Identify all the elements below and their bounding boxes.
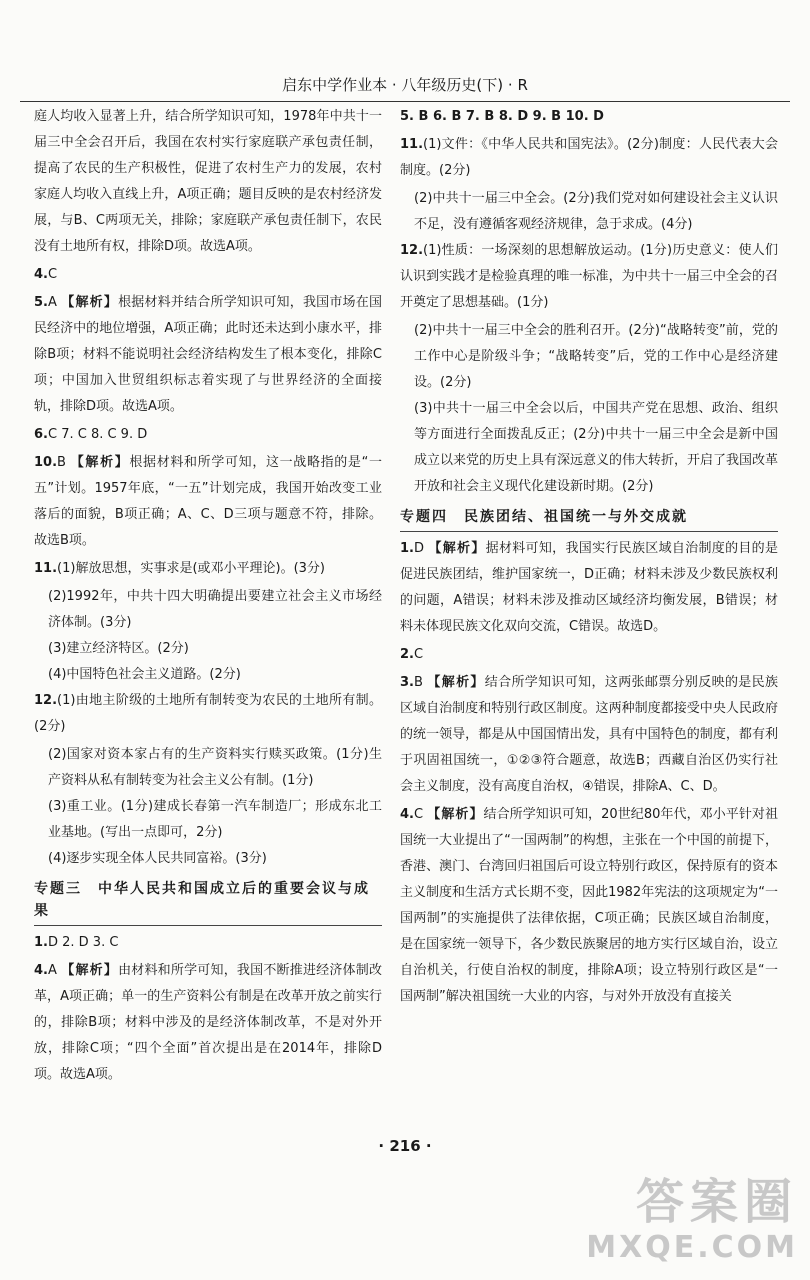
answer-10: [34, 450, 382, 554]
analysis-tag: 【解析】: [427, 675, 485, 690]
analysis-tag: 【解析】: [61, 963, 119, 978]
right-column: [400, 104, 778, 1124]
header-rule: [20, 101, 790, 102]
answer-11: [34, 556, 382, 582]
watermark-bottom: MXQE.COM: [586, 1230, 798, 1265]
answer-choice: C: [413, 807, 424, 822]
answer-1-3: [34, 930, 382, 956]
analysis-text: 据材料可知，我国实行民族区域自治制度的目的是促进民族团结，维护国家统一，D正确；材料未涉及少数民族权利的问题，A错误；材料未涉及推动区域经济均衡发展，B错误；材料未体现民族文化双向交流，C错误。故选D。: [400, 541, 778, 634]
answer-5-10: 5. B 6. B 7. B 8. D 9. B 10. D: [400, 109, 604, 124]
answer-choice: B: [57, 455, 66, 470]
analysis-text: 根据材料并结合所学知识可知，我国市场在国民经济中的地位增强，A项正确；此时还未达到小康水平，排除B项；材料不能说明社会经济结构发生了根本变化，排除C项；中国加入世贸组织标志着实现了与世界经济的全面接轨，排除D项。故选A项。: [34, 295, 382, 414]
answer-12: [400, 238, 778, 316]
analysis-tag: 【解析】: [428, 541, 486, 556]
answer-line: (3)重工业。(1分)建成长春第一汽车制造厂；形成东北工业基地。(写出一点即可，2分): [48, 799, 382, 840]
analysis-text: 结合所学知识可知，这两张邮票分别反映的是民族区域自治制度和特别行政区制度。这两种制度都接受中央人民政府的统一领导，都是从中国国情出发，具有中国特色的制度，都有利于巩固祖国统一，①②③符合题意，故选B；西藏自治区仍实行社会主义制度，没有高度自治权，④错误，排除A、C、D。: [400, 675, 778, 794]
answer-11: [400, 132, 778, 184]
answer-line: (1)由地主阶级的土地所有制转变为农民的土地所有制。(2分): [34, 693, 382, 734]
section-heading: 专题三 中华人民共和国成立后的重要会议与成果: [34, 878, 382, 926]
question-number: 6.: [34, 427, 48, 442]
question-number: 4.: [34, 267, 48, 282]
section-heading: 专题四 民族团结、祖国统一与外交成就: [400, 506, 778, 532]
answer-line: (2)中共十一届三中全会。(2分)我们党对如何建设社会主义认识不足，没有遵循客观经济规律，急于求成。(4分): [414, 191, 778, 232]
question-number: 11.: [400, 137, 424, 152]
question-number: 4.: [400, 807, 414, 822]
answer-text: C: [413, 647, 424, 662]
answer-line: (3)建立经济特区。(2分): [48, 641, 189, 656]
answer-continued: [34, 104, 382, 260]
answer-2: [400, 642, 778, 668]
analysis-tag: 【解析】: [61, 295, 119, 310]
question-number: 12.: [34, 693, 58, 708]
answer-line: (2)1992年，中共十四大明确提出要建立社会主义市场经济体制。(3分): [48, 589, 382, 630]
answer-6-9: [34, 422, 382, 448]
answer-line: (3)中共十一届三中全会以后，中国共产党在思想、政治、组织等方面进行全面拨乱反正；(2分)中共十一届三中全会是新中国成立以来党的历史上具有深远意义的伟大转折，开启了我国改革开放和社会主义现代化建设新时期。(2分): [414, 401, 778, 494]
page-number: · 216 ·: [378, 1137, 432, 1155]
answer-3: [400, 670, 778, 800]
question-number: 1.: [400, 541, 414, 556]
answer-line: (1)性质：一场深刻的思想解放运动。(1分)历史意义：使人们认识到实践才是检验真理的唯一标准，为中共十一届三中全会的召开奠定了思想基础。(1分): [400, 243, 778, 310]
question-number: 2.: [400, 647, 414, 662]
answer-line: (2)国家对资本家占有的生产资料实行赎买政策。(1分)生产资料从私有制转变为社会主义公有制。(1分): [48, 747, 382, 788]
answer-5: [34, 290, 382, 420]
answer-4: [34, 262, 382, 288]
page-header: [20, 70, 790, 100]
answer-line: (4)中国特色社会主义道路。(2分): [48, 667, 241, 682]
answer-1: [400, 536, 778, 640]
analysis-text: 结合所学知识可知，20世纪80年代，邓小平针对祖国统一大业提出了“一国两制”的构想，主张在一个中国的前提下，香港、澳门、台湾回归祖国后可设立特别行政区，保持原有的资本主义制度和生活方式长期不变，因此1982年宪法的这项规定为“一国两制”的实施提供了法律依据，C项正确；民族区域自治制度，是在国家统一领导下，各少数民族聚居的地方实行区域自治，设立自治机关，行使自治权的制度，排除A项；设立特别行政区是“一国两制”解决祖国统一大业的内容，与对外开放没有直接关: [400, 807, 778, 1004]
answer-4: [34, 958, 382, 1088]
answer-text: C 7. C 8. C 9. D: [47, 427, 148, 442]
answer-text: C: [47, 267, 58, 282]
answer-choice: B: [413, 675, 423, 690]
answer-text: D 2. D 3. C: [47, 935, 119, 950]
answer-line: (1)文件：《中华人民共和国宪法》。(2分)制度：人民代表大会制度。(2分): [400, 137, 778, 178]
watermark-top: 答案圈: [635, 1174, 798, 1230]
analysis-tag: 【解析】: [70, 455, 130, 470]
answer-4: [400, 802, 778, 1010]
question-number: 3.: [400, 675, 414, 690]
question-number: 11.: [34, 561, 58, 576]
analysis-text: 由材料和所学可知，我国不断推进经济体制改革，A项正确；单一的生产资料公有制是在改革开放之前实行的，排除B项；材料中涉及的是经济体制改革，不是对外开放，排除C项；“四个全面”首次提出是在2014年，排除D项。故选A项。: [34, 963, 382, 1082]
question-number: 10.: [34, 455, 58, 470]
question-number: 5.: [34, 295, 48, 310]
watermark-logo: [568, 1174, 798, 1274]
analysis-text: 根据材料和所学可知，这一战略指的是“一五”计划。1957年底，“一五”计划完成，我国开始改变工业落后的面貌，B项正确；A、C、D三项与题意不符，排除。故选B项。: [34, 455, 382, 548]
answer-choice: A: [47, 963, 57, 978]
question-number: 4.: [34, 963, 48, 978]
answer-choice: D: [413, 541, 424, 556]
answer-line: (2)中共十一届三中全会的胜利召开。(2分)“战略转变”前，党的工作中心是阶级斗争；“战略转变”后，党的工作中心是经济建设。(2分): [414, 323, 778, 390]
header-title: 启东中学作业本 · 八年级历史(下) · R: [282, 76, 528, 94]
left-column: [34, 104, 382, 1124]
answer-line: (4)逐步实现全体人民共同富裕。(3分): [48, 851, 267, 866]
answer-line: (1)解放思想，实事求是(或邓小平理论)。(3分): [57, 561, 326, 576]
analysis-tag: 【解析】: [427, 807, 484, 822]
answer-choice: A: [47, 295, 57, 310]
answer-text: 庭人均收入显著上升，结合所学知识可知，1978年中共十一届三中全会召开后，我国在农村实行家庭联产承包责任制，提高了农民的生产积极性，促进了农村生产力的发展，农村家庭人均收入直线上升，A项正确；题目反映的是农村经济发展，与B、C两项无关，排除；家庭联产承包责任制下，农民没有土地所有权，排除D项。故选A项。: [34, 109, 382, 254]
question-number: 12.: [400, 243, 424, 258]
answer-12: [34, 688, 382, 740]
question-number: 1.: [34, 935, 48, 950]
